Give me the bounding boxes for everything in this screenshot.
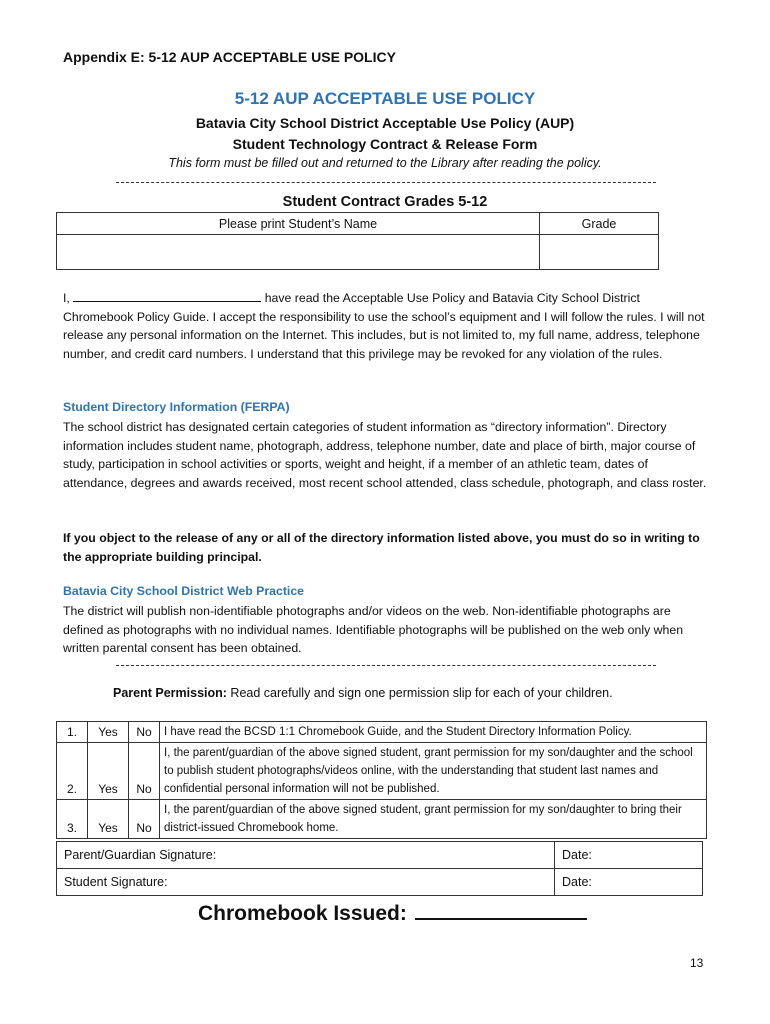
appendix-title: Appendix E: 5-12 AUP ACCEPTABLE USE POLICY: [63, 49, 396, 65]
no-option[interactable]: No: [129, 722, 160, 743]
web-practice-body: The district will publish non-identifiable photographs and/or videos on the web. Non-identifiable photographs are defined as photographs with no individual names. Identifiable photographs will be published on the web only when written parental consent has been obtained.: [63, 604, 684, 655]
chromebook-issued-label: Chromebook Issued:: [198, 902, 407, 925]
dashed-divider-top: [116, 182, 656, 183]
no-option[interactable]: No: [129, 743, 160, 800]
parent-signature-field[interactable]: Parent/Guardian Signature:: [57, 842, 555, 869]
signature-table: [56, 841, 703, 896]
grade-field[interactable]: [540, 235, 659, 270]
permission-text: I have read the BCSD 1:1 Chromebook Guide, and the Student Directory Information Policy.: [160, 722, 707, 743]
permission-table: [56, 721, 707, 839]
permission-text: I, the parent/guardian of the above signed student, grant permission for my son/daughter and the school to publish student photographs/videos online, with the understanding that student last names and confidential personal information will not be published.: [160, 743, 707, 800]
chromebook-issued-blank[interactable]: [415, 898, 587, 920]
directory-objection: If you object to the release of any or all of the directory information listed above, you must do so in writing to the appropriate building principal.: [63, 531, 700, 564]
page-number: 13: [690, 956, 704, 970]
student-name-table: [56, 212, 659, 270]
yes-option[interactable]: Yes: [88, 743, 129, 800]
student-signature-field[interactable]: Student Signature:: [57, 869, 555, 896]
row-number: 2.: [57, 743, 88, 800]
row-number: 3.: [57, 800, 88, 839]
dashed-divider-bottom: [116, 665, 656, 666]
grade-header: Grade: [540, 213, 659, 235]
student-name-field[interactable]: [57, 235, 540, 270]
yes-option[interactable]: Yes: [88, 800, 129, 839]
permission-row: [57, 743, 707, 800]
parent-date-field[interactable]: Date:: [555, 842, 703, 869]
student-date-field[interactable]: Date:: [555, 869, 703, 896]
name-blank-line[interactable]: [73, 289, 261, 302]
parent-permission-line: [113, 686, 613, 700]
agreement-paragraph: [63, 289, 713, 363]
district-policy-subtitle: Batavia City School District Acceptable Use Policy (AUP): [195, 115, 575, 131]
no-option[interactable]: No: [129, 800, 160, 839]
yes-option[interactable]: Yes: [88, 722, 129, 743]
directory-heading: Student Directory Information (FERPA): [63, 400, 290, 414]
directory-body: The school district has designated certain categories of student information as “directory information”. Directory information includes student name, photograph, address, telephone number, date and place of birth, major course of study, participation in school activities or sports, weight and height, if a member of an athletic team, dates of attendance, degrees and awards received, most recent school attended, class schedule, photograph, and class roster.: [63, 420, 707, 490]
page-title: 5-12 AUP ACCEPTABLE USE POLICY: [234, 89, 536, 108]
parent-permission-text: Read carefully and sign one permission slip for each of your children.: [230, 686, 613, 700]
chromebook-issued: [198, 898, 587, 926]
parent-permission-label: Parent Permission:: [113, 686, 227, 700]
agreement-prefix: I,: [63, 291, 70, 305]
contract-form-subtitle: Student Technology Contract & Release Form: [232, 136, 538, 152]
instruction-note: This form must be filled out and returned to the Library after reading the policy.: [168, 156, 602, 170]
contract-title: Student Contract Grades 5-12: [282, 194, 488, 210]
name-header: Please print Student’s Name: [57, 213, 540, 235]
permission-row: [57, 800, 707, 839]
permission-row: [57, 722, 707, 743]
web-practice-heading: Batavia City School District Web Practice: [63, 584, 305, 598]
row-number: 1.: [57, 722, 88, 743]
agreement-text: have read the Acceptable Use Policy and Batavia City School District Chromebook Policy Guide. I accept the responsibility to use the school’s equipment and I will follow the rules. I will not release any personal information on the Internet. This includes, but is not limited to, my full name, address, telephone number, and credit card numbers. I understand that this privilege may be revoked for any violation of the rules.: [63, 291, 705, 361]
permission-text: I, the parent/guardian of the above signed student, grant permission for my son/daughter to bring their district-issued Chromebook home.: [160, 800, 707, 839]
